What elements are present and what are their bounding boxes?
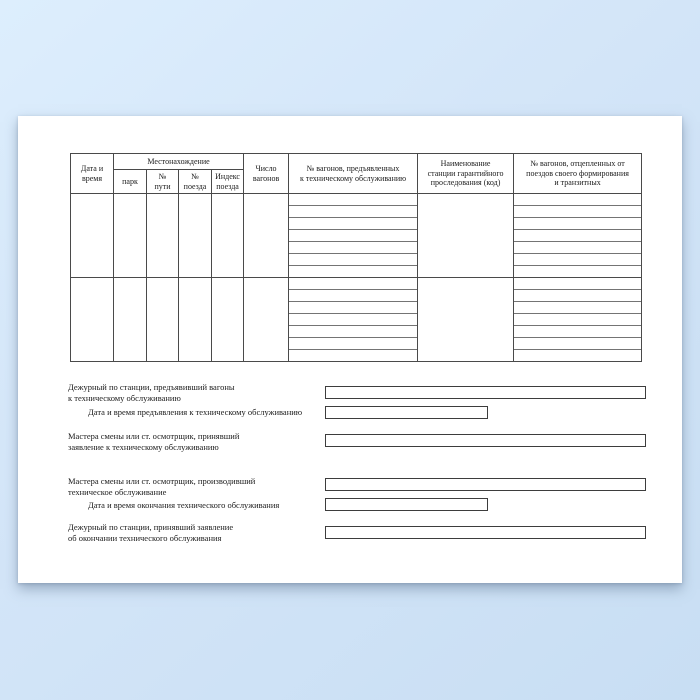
field-label-completion-datetime: Дата и время окончания технического обслуживания: [88, 500, 280, 510]
table-subcell[interactable]: [514, 337, 641, 349]
field-input-duty-officer-presented[interactable]: [325, 386, 646, 399]
table-subcell[interactable]: [514, 217, 641, 229]
table-subcell[interactable]: [289, 278, 417, 289]
table-subcell[interactable]: [289, 301, 417, 313]
table-row: [71, 194, 642, 278]
cell-date-time[interactable]: [71, 278, 114, 362]
header-date-time: Дата и время: [71, 154, 114, 194]
table-subcell[interactable]: [514, 349, 641, 361]
wagon-number-lines: [289, 278, 417, 361]
table-subcell[interactable]: [514, 265, 641, 277]
table-subcell[interactable]: [289, 253, 417, 265]
table-subcell[interactable]: [514, 253, 641, 265]
table-subcell[interactable]: [289, 229, 417, 241]
table-subcell[interactable]: [289, 205, 417, 217]
table-subcell[interactable]: [514, 325, 641, 337]
cell-guarantee-station[interactable]: [418, 194, 514, 278]
field-label-foreman-accepted: Мастера смены или ст. осмотрщик, принявший заявление к техническому обслуживанию: [68, 431, 240, 453]
cell-date-time[interactable]: [71, 194, 114, 278]
wagon-number-lines: [514, 194, 641, 277]
cell-train-index[interactable]: [212, 194, 244, 278]
header-wagons-presented: № вагонов, предъявленных к техническому обслуживанию: [289, 154, 418, 194]
cell-track-no[interactable]: [147, 278, 179, 362]
field-label-duty-officer-presented: Дежурный по станции, предъявивший вагоны к техническому обслуживанию: [68, 382, 235, 404]
table-subcell[interactable]: [289, 337, 417, 349]
field-label-foreman-performed: Мастера смены или ст. осмотрщик, производивший техническое обслуживание: [68, 476, 256, 498]
table-subcell[interactable]: [514, 194, 641, 205]
table-subcell[interactable]: [289, 313, 417, 325]
field-label-duty-officer-completion: Дежурный по станции, принявший заявление об окончании технического обслуживания: [68, 522, 234, 544]
cell-train-no[interactable]: [179, 278, 212, 362]
field-input-duty-officer-completion[interactable]: [325, 526, 646, 539]
table-subcell[interactable]: [289, 194, 417, 205]
table-subcell[interactable]: [514, 289, 641, 301]
header-train-index: Индекс поезда: [212, 170, 244, 194]
header-guarantee-station: Наименование станции гарантийного проследования (код): [418, 154, 514, 194]
table-subcell[interactable]: [289, 289, 417, 301]
field-label-presentation-datetime: Дата и время предъявления к техническому обслуживанию: [88, 407, 303, 417]
table-subcell[interactable]: [514, 313, 641, 325]
table-subcell[interactable]: [289, 349, 417, 361]
header-wagon-count: Число вагонов: [244, 154, 289, 194]
cell-train-index[interactable]: [212, 278, 244, 362]
table-subcell[interactable]: [289, 265, 417, 277]
cell-wagon-count[interactable]: [244, 194, 289, 278]
field-input-foreman-performed[interactable]: [325, 478, 646, 491]
cell-wagons-uncoupled[interactable]: [514, 278, 642, 362]
table-subcell[interactable]: [289, 325, 417, 337]
wagon-number-lines: [514, 278, 641, 361]
header-location-group: Местонахождение: [114, 154, 244, 170]
cell-park[interactable]: [114, 194, 147, 278]
cell-wagon-count[interactable]: [244, 278, 289, 362]
cell-wagons-uncoupled[interactable]: [514, 194, 642, 278]
table-subcell[interactable]: [514, 241, 641, 253]
cell-guarantee-station[interactable]: [418, 278, 514, 362]
wagon-number-lines: [289, 194, 417, 277]
cell-track-no[interactable]: [147, 194, 179, 278]
table-subcell[interactable]: [514, 229, 641, 241]
header-train-no: № поезда: [179, 170, 212, 194]
cell-wagons-presented[interactable]: [289, 194, 418, 278]
document-page: [18, 116, 682, 583]
maintenance-table: [70, 153, 642, 362]
cell-park[interactable]: [114, 278, 147, 362]
cell-train-no[interactable]: [179, 194, 212, 278]
table-row: [71, 278, 642, 362]
table-subcell[interactable]: [289, 241, 417, 253]
field-input-completion-datetime[interactable]: [325, 498, 488, 511]
table-subcell[interactable]: [514, 301, 641, 313]
header-track-no: № пути: [147, 170, 179, 194]
cell-wagons-presented[interactable]: [289, 278, 418, 362]
field-input-presentation-datetime[interactable]: [325, 406, 488, 419]
table-subcell[interactable]: [289, 217, 417, 229]
field-input-foreman-accepted[interactable]: [325, 434, 646, 447]
header-wagons-uncoupled: № вагонов, отцепленных от поездов своего формирования и транзитных: [514, 154, 642, 194]
header-park: парк: [114, 170, 147, 194]
table-subcell[interactable]: [514, 278, 641, 289]
table-subcell[interactable]: [514, 205, 641, 217]
